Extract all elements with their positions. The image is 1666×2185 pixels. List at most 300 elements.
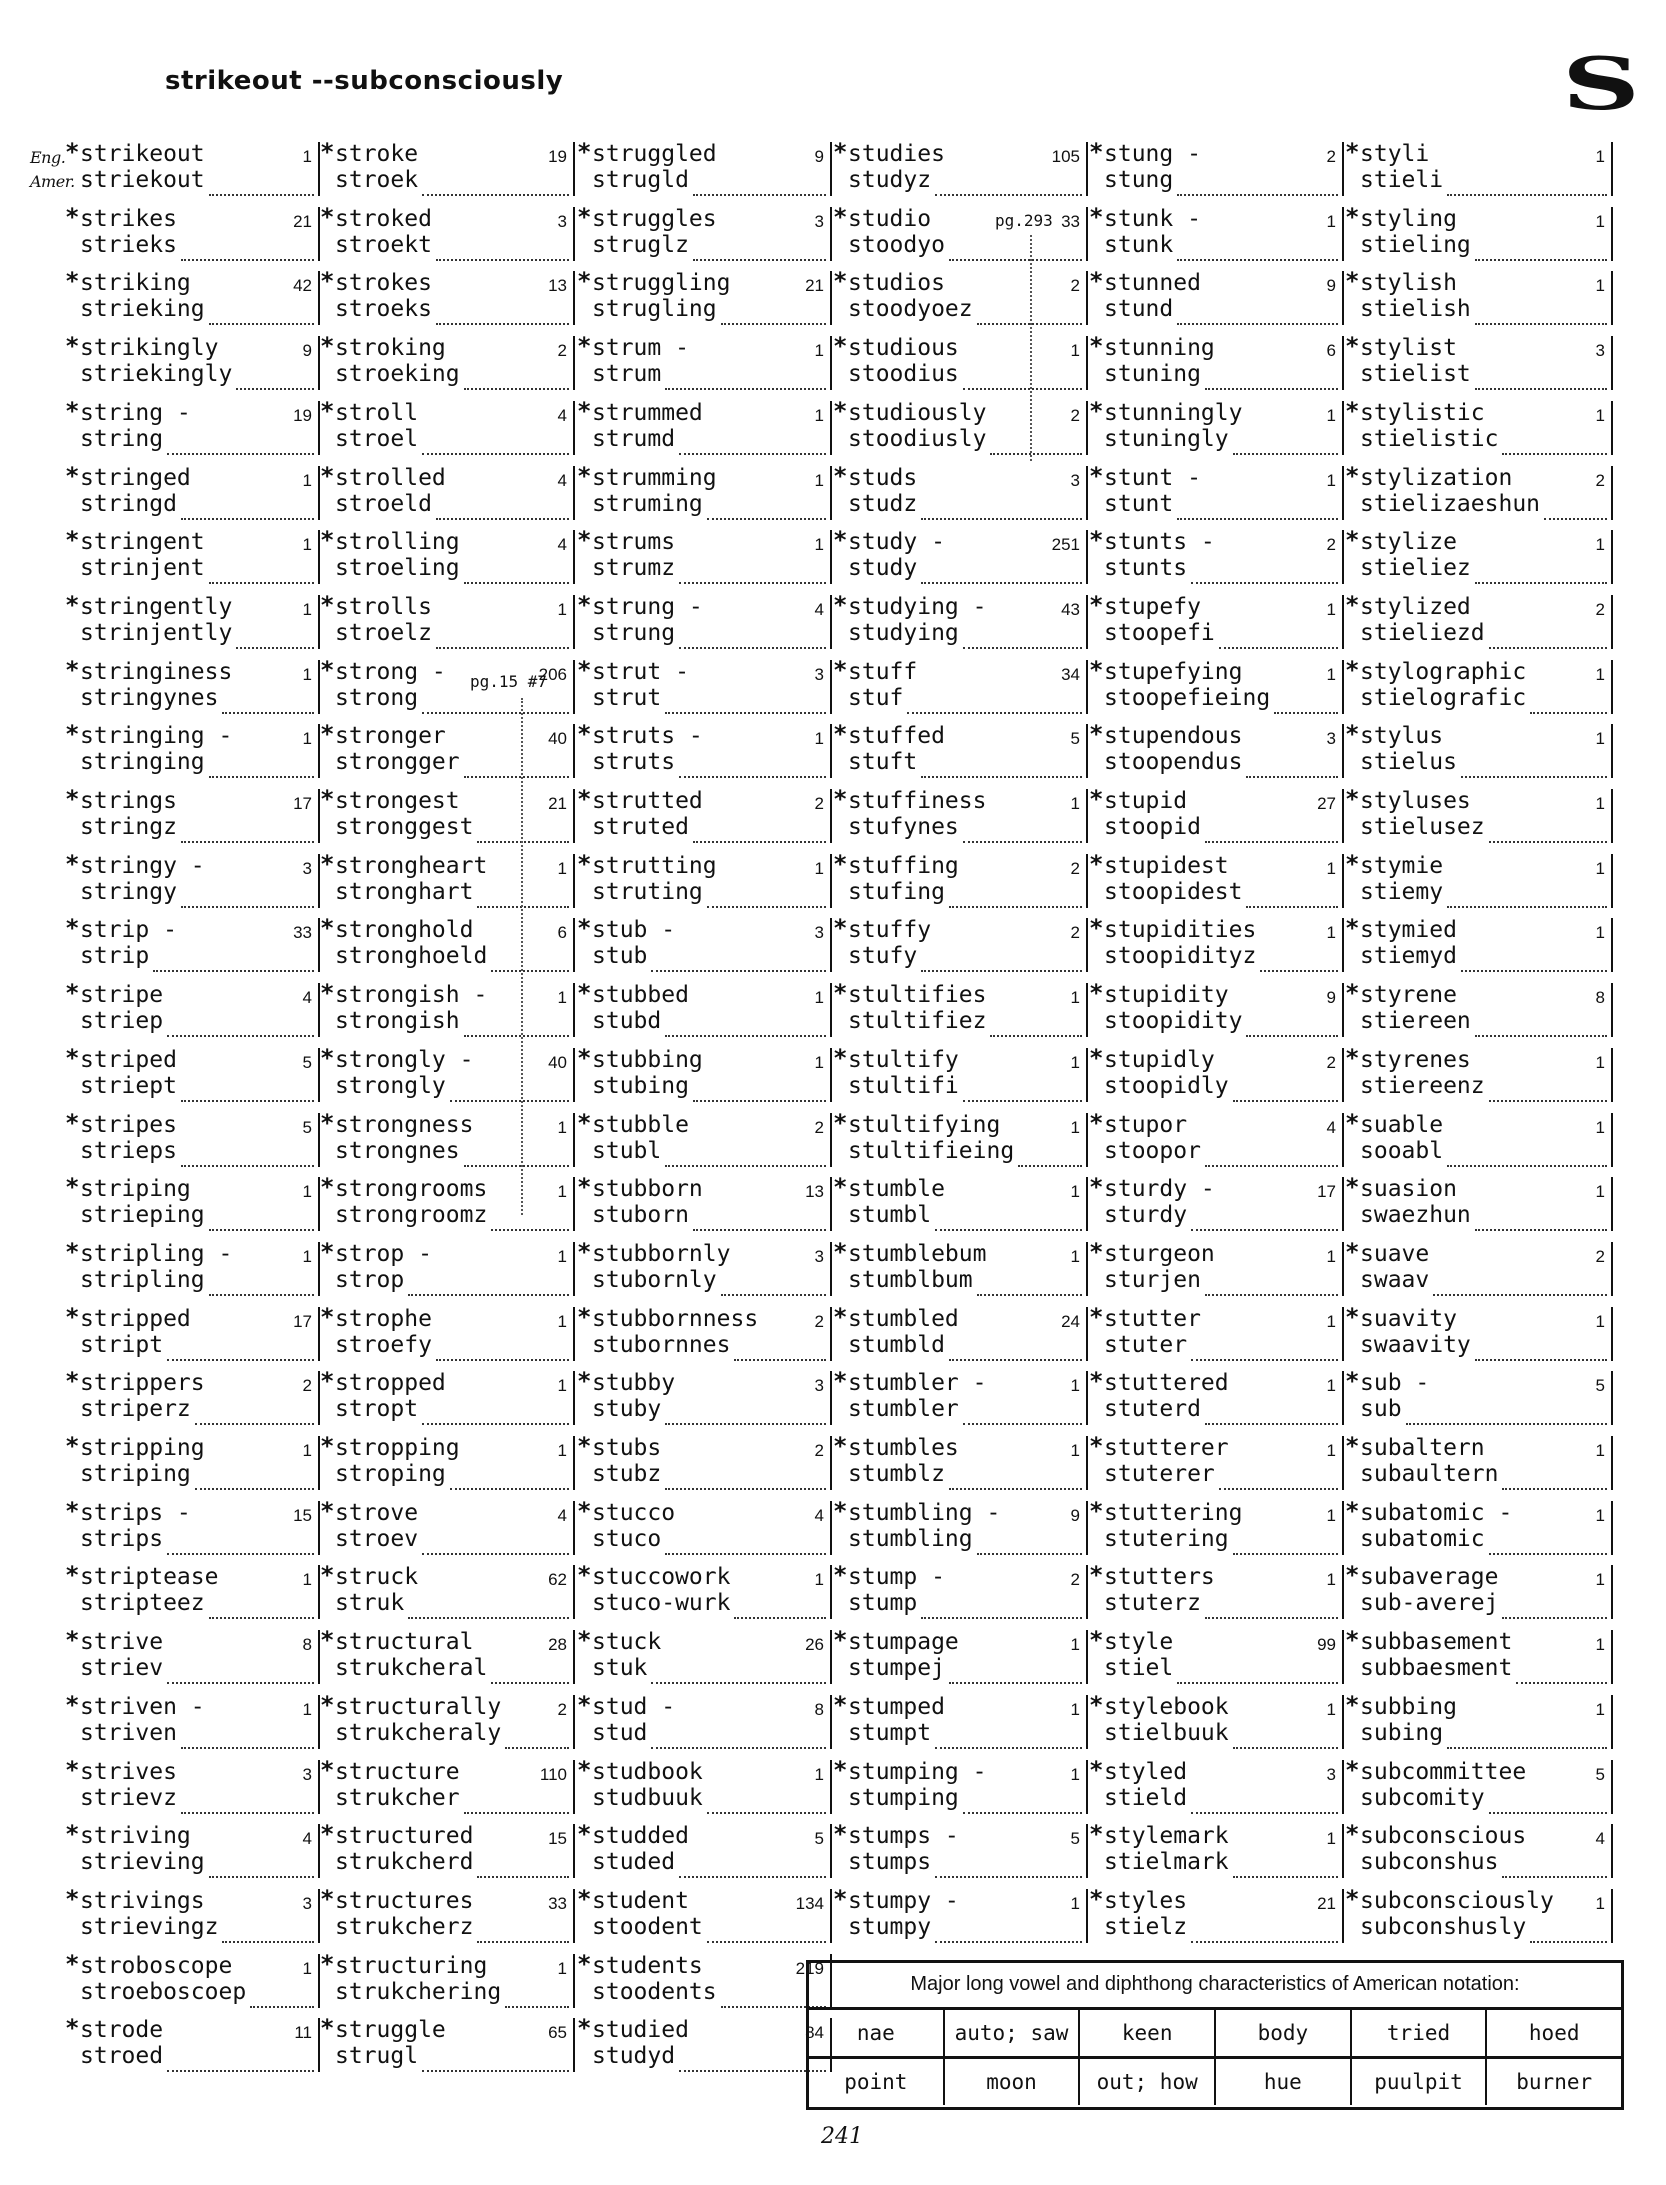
frequency-count: 1 xyxy=(1326,211,1336,231)
frequency-count: 1 xyxy=(1070,1376,1080,1396)
american-spelling: strukcher xyxy=(335,1784,460,1811)
frequency-count: 21 xyxy=(1317,1893,1336,1913)
entry-marker: * xyxy=(320,332,335,361)
entry-divider xyxy=(573,1565,575,1619)
frequency-count: 3 xyxy=(814,664,824,684)
entry-divider xyxy=(1086,466,1088,520)
word-entry xyxy=(1345,1563,1615,1627)
leader-dots xyxy=(1433,1294,1607,1296)
english-spelling: stuffiness xyxy=(848,788,987,814)
word-entry xyxy=(577,1108,834,1175)
word-entry xyxy=(577,655,834,722)
frequency-count: 6 xyxy=(1326,341,1336,361)
word-entry xyxy=(1345,722,1615,786)
english-spelling: strikes xyxy=(80,205,177,232)
english-spelling: striking xyxy=(80,270,191,297)
entry-divider xyxy=(1086,1242,1088,1296)
american-spelling: strips xyxy=(80,1525,164,1552)
word-entry xyxy=(65,1043,322,1110)
entry-marker: * xyxy=(65,1626,80,1655)
entry-divider xyxy=(573,271,575,325)
american-spelling: strukcheral xyxy=(335,1655,488,1682)
frequency-count: 1 xyxy=(814,1570,824,1590)
frequency-count: 5 xyxy=(302,1052,312,1072)
english-spelling: stuttering xyxy=(1104,1499,1243,1526)
frequency-count: 1 xyxy=(814,988,824,1008)
frequency-count: 1 xyxy=(1595,276,1605,296)
word-entry xyxy=(65,334,322,398)
english-spelling: styrene xyxy=(1360,982,1457,1009)
american-spelling: struts xyxy=(592,749,676,776)
entry-divider xyxy=(1342,1501,1344,1555)
english-spelling: stupendous xyxy=(1104,723,1243,750)
english-spelling: strive xyxy=(80,1629,164,1656)
entry-marker: * xyxy=(833,1820,848,1849)
entry-divider xyxy=(1342,142,1344,196)
leader-dots xyxy=(436,323,569,325)
leader-dots xyxy=(1018,1165,1082,1167)
english-spelling: stutter xyxy=(1104,1305,1201,1332)
word-entry xyxy=(1089,916,1346,980)
american-spelling: stoopidity xyxy=(1104,1008,1243,1035)
word-entry xyxy=(1089,1496,1346,1563)
word-entry xyxy=(1345,787,1615,851)
frequency-count: 2 xyxy=(1595,470,1605,490)
frequency-count: 1 xyxy=(1326,1505,1336,1525)
english-spelling: strives xyxy=(80,1758,177,1785)
word-entry xyxy=(1345,655,1615,722)
leader-dots xyxy=(464,582,569,584)
frequency-count: 1 xyxy=(1326,1376,1336,1396)
english-spelling: stubble xyxy=(592,1111,689,1138)
american-spelling: swaavity xyxy=(1360,1331,1471,1358)
american-spelling: stubornnes xyxy=(592,1331,731,1358)
word-entry xyxy=(65,1690,322,1757)
leader-dots xyxy=(679,1876,826,1878)
english-spelling: striptease xyxy=(80,1564,219,1591)
leader-dots xyxy=(209,1876,314,1878)
english-spelling: struggles xyxy=(592,205,717,232)
american-spelling: stripling xyxy=(80,1266,205,1293)
entry-marker: * xyxy=(1345,1884,1360,1913)
entry-marker: * xyxy=(1089,720,1104,749)
english-spelling: stronger xyxy=(335,723,446,750)
word-entry xyxy=(833,269,1090,333)
word-entry xyxy=(320,334,577,398)
american-spelling: stroed xyxy=(80,2043,164,2070)
english-spelling: stroboscope xyxy=(80,1952,233,1979)
american-spelling: strongly xyxy=(335,1072,446,1099)
word-entry xyxy=(833,461,1090,528)
frequency-count: 3 xyxy=(814,1246,824,1266)
english-spelling: struggle xyxy=(335,2017,446,2044)
english-spelling: stumbles xyxy=(848,1435,959,1461)
entry-divider xyxy=(1611,660,1613,714)
entry-marker: * xyxy=(1345,267,1360,296)
entry-marker: * xyxy=(1345,1108,1360,1137)
american-spelling: stieli xyxy=(1360,167,1444,193)
word-entry xyxy=(320,722,577,786)
english-spelling: stubbing xyxy=(592,1046,703,1073)
entry-divider xyxy=(830,1436,832,1490)
word-entry xyxy=(833,1434,1090,1498)
word-entry xyxy=(577,396,834,463)
english-spelling: stymie xyxy=(1360,852,1444,879)
leader-dots xyxy=(1447,1747,1607,1749)
frequency-count: 24 xyxy=(1061,1311,1080,1331)
entry-marker: * xyxy=(65,2014,80,2043)
english-spelling: stuck xyxy=(592,1629,662,1656)
frequency-count: 1 xyxy=(557,988,567,1008)
entry-divider xyxy=(830,401,832,455)
frequency-count: 1 xyxy=(1070,1182,1080,1202)
frequency-count: 1 xyxy=(1070,794,1080,813)
frequency-count: 1 xyxy=(1595,1570,1605,1590)
word-entry xyxy=(65,1237,322,1304)
entry-divider xyxy=(1342,983,1344,1037)
american-spelling: stoopor xyxy=(1104,1137,1201,1164)
frequency-count: 1 xyxy=(1070,1635,1080,1655)
frequency-count: 9 xyxy=(1070,1505,1080,1525)
entry-marker: * xyxy=(65,1302,80,1331)
frequency-count: 110 xyxy=(539,1764,567,1784)
frequency-count: 2 xyxy=(1326,147,1336,166)
english-spelling: structuring xyxy=(335,1952,488,1979)
leader-dots xyxy=(167,1035,314,1037)
word-entry xyxy=(320,590,577,657)
american-spelling: stung xyxy=(1104,167,1174,193)
entry-divider xyxy=(573,1630,575,1684)
english-spelling: studied xyxy=(592,2017,689,2044)
american-spelling: swaav xyxy=(1360,1266,1430,1293)
english-spelling: sub - xyxy=(1360,1370,1430,1397)
frequency-count: 3 xyxy=(1070,470,1080,490)
leader-dots xyxy=(1406,1423,1607,1425)
american-spelling: strukchering xyxy=(335,1978,502,2005)
american-spelling: striping xyxy=(80,1461,191,1487)
leader-dots xyxy=(1205,1294,1338,1296)
frequency-count: 2 xyxy=(1070,405,1080,425)
word-entry xyxy=(320,2016,577,2080)
entry-divider xyxy=(830,1242,832,1296)
leader-dots xyxy=(990,453,1082,455)
leader-dots xyxy=(707,906,826,908)
frequency-count: 6 xyxy=(557,923,567,943)
frequency-count: 1 xyxy=(557,1117,567,1137)
entry-divider xyxy=(1611,142,1613,196)
american-spelling: stutering xyxy=(1104,1525,1229,1552)
frequency-count: 2 xyxy=(1070,923,1080,943)
entry-marker: * xyxy=(833,396,848,425)
leader-dots xyxy=(450,1100,569,1102)
english-spelling: stronghold xyxy=(335,917,474,944)
entry-divider xyxy=(1342,1113,1344,1167)
entry-divider xyxy=(573,789,575,843)
leader-dots xyxy=(1205,1423,1338,1425)
english-spelling: studio xyxy=(848,205,932,232)
word-entry xyxy=(1345,1628,1615,1692)
frequency-count: 1 xyxy=(1595,858,1605,878)
leader-dots xyxy=(464,1165,569,1167)
english-spelling: structures xyxy=(335,1887,474,1914)
word-entry xyxy=(320,1755,577,1822)
american-spelling: stuterz xyxy=(1104,1590,1201,1617)
entry-marker: * xyxy=(320,2014,335,2043)
entry-marker: * xyxy=(577,590,592,619)
word-entry xyxy=(320,461,577,528)
leader-dots xyxy=(422,1553,569,1555)
leader-dots xyxy=(422,2070,569,2072)
frequency-count: 2 xyxy=(1070,858,1080,878)
english-spelling: styli xyxy=(1360,141,1430,167)
vowel-key-cell: hoed xyxy=(1485,2010,1621,2056)
american-spelling: stielbuuk xyxy=(1104,1719,1229,1746)
english-spelling: studies xyxy=(848,141,945,167)
entry-divider xyxy=(573,466,575,520)
entry-divider xyxy=(1342,1242,1344,1296)
word-entry xyxy=(577,2016,834,2080)
frequency-count: 1 xyxy=(557,858,567,878)
english-spelling: strongly - xyxy=(335,1046,474,1073)
american-spelling: stielografic xyxy=(1360,684,1527,711)
leader-dots xyxy=(181,906,314,908)
english-spelling: stumblebum xyxy=(848,1240,987,1267)
english-spelling: stringent xyxy=(80,529,205,556)
entry-divider xyxy=(1611,595,1613,649)
frequency-count: 2 xyxy=(814,1311,824,1331)
word-entry xyxy=(1089,202,1346,269)
english-spelling: stroked xyxy=(335,205,432,232)
american-spelling: stiemyd xyxy=(1360,943,1457,970)
word-entry xyxy=(577,590,834,657)
frequency-count: 43 xyxy=(1061,599,1080,619)
entry-divider xyxy=(573,1048,575,1102)
vowel-key-cell: burner xyxy=(1485,2059,1621,2105)
english-spelling: styrenes xyxy=(1360,1046,1471,1073)
american-spelling: stoopid xyxy=(1104,814,1201,840)
leader-dots xyxy=(250,2006,314,2008)
entry-divider xyxy=(1611,1824,1613,1878)
frequency-count: 3 xyxy=(814,211,824,231)
american-spelling: stump xyxy=(848,1590,918,1617)
leader-dots xyxy=(209,1294,314,1296)
american-spelling: striept xyxy=(80,1072,177,1099)
entry-marker: * xyxy=(1345,202,1360,231)
entry-marker: * xyxy=(320,1173,335,1202)
entry-marker: * xyxy=(320,1561,335,1590)
word-entry xyxy=(577,528,834,592)
leader-dots xyxy=(665,1423,826,1425)
leader-dots xyxy=(921,1617,1082,1619)
frequency-count: 1 xyxy=(814,341,824,361)
leader-dots xyxy=(1475,1229,1607,1231)
vowel-key-cell: auto; saw xyxy=(943,2010,1079,2056)
entry-divider xyxy=(573,401,575,455)
frequency-count: 2 xyxy=(557,1699,567,1719)
leader-dots xyxy=(209,323,314,325)
american-spelling: strum xyxy=(592,361,662,388)
word-entry xyxy=(577,1434,834,1498)
frequency-count: 1 xyxy=(302,1699,312,1719)
frequency-count: 1 xyxy=(1326,599,1336,619)
leader-dots xyxy=(935,1941,1082,1943)
entry-marker: * xyxy=(833,332,848,361)
entry-divider xyxy=(830,271,832,325)
american-spelling: stuterer xyxy=(1104,1461,1215,1487)
word-entry xyxy=(65,655,322,722)
leader-dots xyxy=(436,1359,569,1361)
frequency-count: 1 xyxy=(302,1246,312,1266)
american-spelling: study xyxy=(848,555,918,582)
entry-marker: * xyxy=(320,590,335,619)
american-spelling: stielizaeshun xyxy=(1360,490,1541,517)
entry-divider xyxy=(1086,142,1088,196)
english-spelling: stuff xyxy=(848,658,918,685)
leader-dots xyxy=(921,970,1082,972)
english-spelling: striped xyxy=(80,1046,177,1073)
vowel-key-cell: out; how xyxy=(1078,2059,1214,2105)
entry-divider xyxy=(1342,789,1344,843)
english-spelling: strut - xyxy=(592,658,689,685)
american-spelling: stoodyoez xyxy=(848,296,973,323)
american-spelling: stufy xyxy=(848,943,918,970)
word-entry xyxy=(65,1755,322,1822)
entry-divider xyxy=(1086,1889,1088,1943)
leader-dots xyxy=(477,906,569,908)
english-spelling: styles xyxy=(1104,1887,1188,1914)
entry-marker: * xyxy=(577,849,592,878)
frequency-count: 8 xyxy=(814,1699,824,1719)
entry-divider xyxy=(830,1889,832,1943)
entry-marker: * xyxy=(577,461,592,490)
english-spelling: strums xyxy=(592,529,676,556)
american-spelling: strongish xyxy=(335,1008,460,1035)
word-entry xyxy=(1089,1108,1346,1175)
english-spelling: styling xyxy=(1360,205,1457,232)
american-spelling: stumblz xyxy=(848,1461,945,1487)
word-entry xyxy=(1089,334,1346,398)
entry-marker: * xyxy=(1345,849,1360,878)
entry-divider xyxy=(1611,918,1613,972)
english-spelling: stultifies xyxy=(848,982,987,1009)
english-spelling: stupefy xyxy=(1104,593,1201,620)
frequency-count: 3 xyxy=(814,923,824,943)
leader-dots xyxy=(236,647,314,649)
word-entry xyxy=(65,1302,322,1369)
frequency-count: 1 xyxy=(814,1052,824,1072)
leader-dots xyxy=(665,1165,826,1167)
american-spelling: sturdy xyxy=(1104,1202,1188,1229)
frequency-count: 1 xyxy=(557,1182,567,1202)
english-spelling: stringently xyxy=(80,593,233,620)
word-entry xyxy=(65,722,322,786)
english-spelling: stropped xyxy=(335,1370,446,1397)
entry-marker: * xyxy=(65,979,80,1008)
word-entry xyxy=(1089,1563,1346,1627)
entry-marker: * xyxy=(65,590,80,619)
entry-marker: * xyxy=(577,914,592,943)
english-spelling: structured xyxy=(335,1823,474,1850)
frequency-count: 26 xyxy=(805,1635,824,1655)
word-entry xyxy=(65,1496,322,1563)
entry-marker: * xyxy=(1345,720,1360,749)
english-spelling: strutted xyxy=(592,788,703,814)
word-entry xyxy=(65,849,322,916)
frequency-count: 15 xyxy=(548,1829,567,1849)
entry-divider xyxy=(830,595,832,649)
english-spelling: studious xyxy=(848,335,959,362)
entry-marker: * xyxy=(1345,1820,1360,1849)
word-entry xyxy=(65,140,322,204)
entry-marker: * xyxy=(320,396,335,425)
entry-marker: * xyxy=(65,332,80,361)
leader-dots xyxy=(1461,776,1607,778)
frequency-count: 1 xyxy=(814,1764,824,1784)
english-spelling: stylus xyxy=(1360,723,1444,750)
word-entry xyxy=(65,1369,322,1433)
leader-dots xyxy=(209,1617,314,1619)
entry-divider xyxy=(1611,207,1613,261)
english-spelling: stumpage xyxy=(848,1629,959,1656)
american-spelling: struk xyxy=(335,1590,405,1617)
leader-dots xyxy=(1205,841,1338,843)
entry-divider xyxy=(1086,1436,1088,1490)
leader-dots xyxy=(450,1488,569,1490)
entry-marker: * xyxy=(65,1884,80,1913)
american-spelling: strumd xyxy=(592,425,676,452)
entry-divider xyxy=(1342,1695,1344,1749)
leader-dots xyxy=(1530,1941,1607,1943)
entry-marker: * xyxy=(1089,1043,1104,1072)
leader-dots xyxy=(1447,906,1607,908)
english-spelling: strip - xyxy=(80,917,177,944)
english-spelling: strumming xyxy=(592,464,717,491)
word-entry xyxy=(833,590,1090,657)
entry-marker: * xyxy=(320,720,335,749)
entry-marker: * xyxy=(1089,332,1104,361)
english-spelling: structure xyxy=(335,1758,460,1785)
entry-divider xyxy=(1342,466,1344,520)
leader-dots xyxy=(693,1229,826,1231)
leader-dots xyxy=(651,1747,826,1749)
american-spelling: stultifi xyxy=(848,1072,959,1099)
entry-marker: * xyxy=(320,1108,335,1137)
english-spelling: stubbornness xyxy=(592,1305,759,1332)
word-entry xyxy=(320,1369,577,1433)
word-entry xyxy=(833,1302,1090,1369)
leader-dots xyxy=(1191,582,1338,584)
american-spelling: stripteez xyxy=(80,1590,205,1617)
american-spelling: stroeking xyxy=(335,361,460,388)
entry-marker: * xyxy=(1089,1690,1104,1719)
american-spelling: stroping xyxy=(335,1461,446,1487)
entry-marker: * xyxy=(65,138,80,166)
entry-divider xyxy=(1086,1371,1088,1425)
american-spelling: stunk xyxy=(1104,231,1174,258)
word-entry xyxy=(320,202,577,269)
leader-dots xyxy=(1489,841,1607,843)
word-entry xyxy=(1089,461,1346,528)
frequency-count: 5 xyxy=(1070,1829,1080,1849)
word-entry xyxy=(577,1369,834,1433)
word-entry xyxy=(833,1690,1090,1757)
word-entry xyxy=(65,916,322,980)
word-entry xyxy=(65,1884,322,1951)
english-spelling: subconscious xyxy=(1360,1823,1527,1850)
entry-divider xyxy=(830,724,832,778)
english-spelling: strippers xyxy=(80,1370,205,1397)
vowel-key-cell: moon xyxy=(943,2059,1079,2105)
